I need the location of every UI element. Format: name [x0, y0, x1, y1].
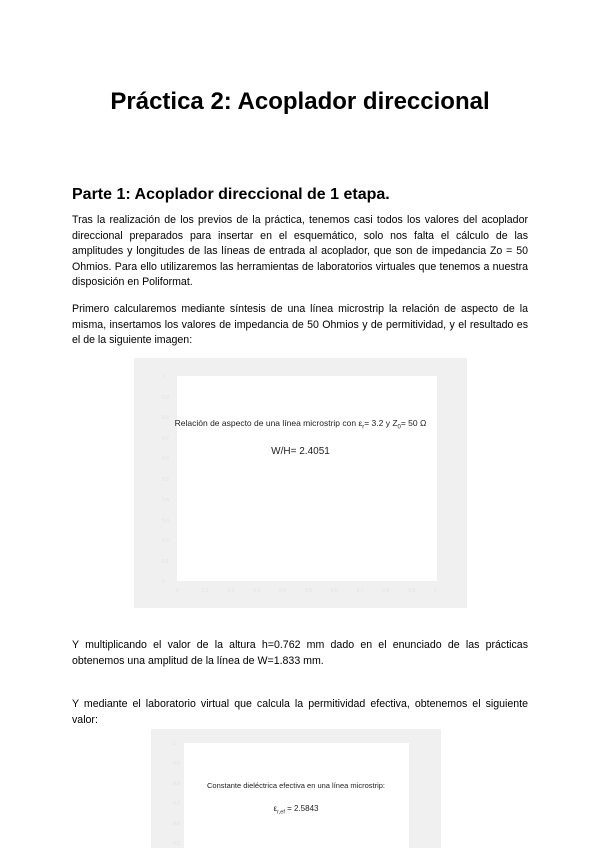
- tick-label: 0.2: [227, 588, 235, 594]
- tick-label: 0: [162, 579, 165, 585]
- paragraph-permittivity: Y mediante el laboratorio virtual que calcula la permitividad efectiva, obtenemos el siguiente valor:: [72, 698, 528, 726]
- section-heading: Parte 1: Acoplador direccional de 1 etapa.: [72, 186, 390, 203]
- tick-label: 0.7: [356, 588, 364, 594]
- tick-label: 0: [176, 588, 179, 594]
- tick-label: 0.2: [162, 538, 169, 544]
- tick-label: 0.7: [173, 801, 180, 807]
- figure-result: W/H= 2.4051: [271, 446, 330, 457]
- tick-label: 0.4: [279, 588, 287, 594]
- tick-label: 0.8: [382, 588, 390, 594]
- tick-label: 0.6: [162, 456, 169, 462]
- paragraph-width-result: Y multiplicando el valor de la altura h=0.762 mm dado en el enunciado de las prácticas obtenemos una amplitud de la línea de W=1.833 mm.: [72, 639, 528, 667]
- paragraph-intro: Tras la realización de los previos de la práctica, tenemos casi todos los valores del acoplador direccional preparados para insertar en el esquemático, solo nos falta el cálculo de las amplitudes y longitudes de las líneas de entrada al acoplador, que son de impedancia Zo = 50 Ohmios. Para ello utilizaremos las herramientas de laboratorios virtuales que tenemos a nuestra disposición en Poliformat.: [72, 214, 528, 289]
- page-title: Práctica 2: Acoplador direccional: [110, 88, 490, 115]
- tick-label: 0.5: [305, 588, 312, 594]
- tick-label: 0.8: [162, 415, 169, 421]
- tick-label: 0.8: [173, 781, 180, 787]
- tick-label: 1: [434, 588, 437, 594]
- figure-caption: Constante dieléctrica efectiva en una línea microstrip:: [206, 781, 385, 790]
- tick-label: 0.9: [408, 588, 416, 594]
- tick-label: 0.5: [173, 841, 180, 847]
- figure-plot-area: [177, 376, 437, 581]
- tick-label: 0.5: [162, 476, 169, 483]
- figure-result: $\varepsilon_{r,ef} = 2.5843$: [273, 804, 319, 816]
- tick-label: 0.4: [162, 497, 169, 503]
- tick-label: 0.6: [173, 821, 180, 827]
- figure-effective-permittivity: [151, 729, 441, 848]
- tick-label: 1: [162, 374, 165, 380]
- tick-label: 1: [173, 741, 176, 747]
- tick-label: 0.7: [162, 435, 169, 442]
- paragraph-synthesis: Primero calcularemos mediante síntesis de una línea microstrip la relación de aspecto de la misma, insertamos los valores de impedancia de 50 Ohmios y de permitividad, y el resultado es el de la siguiente imagen:: [72, 303, 528, 347]
- figure-aspect-ratio: [134, 358, 467, 608]
- tick-label: 0.3: [162, 517, 169, 524]
- figure-plot-area: [184, 743, 409, 848]
- tick-label: 0.9: [173, 761, 180, 767]
- tick-label: 0.9: [162, 394, 169, 401]
- tick-label: 0.1: [162, 558, 169, 565]
- tick-label: 0.1: [201, 588, 209, 594]
- tick-label: 0.6: [330, 588, 338, 594]
- tick-label: 0.3: [253, 588, 261, 594]
- figure-caption: Relación de aspecto de una línea microstrip con $\varepsilon_r= 3.2$ y $Z_0= 50$ Ω: [174, 418, 427, 431]
